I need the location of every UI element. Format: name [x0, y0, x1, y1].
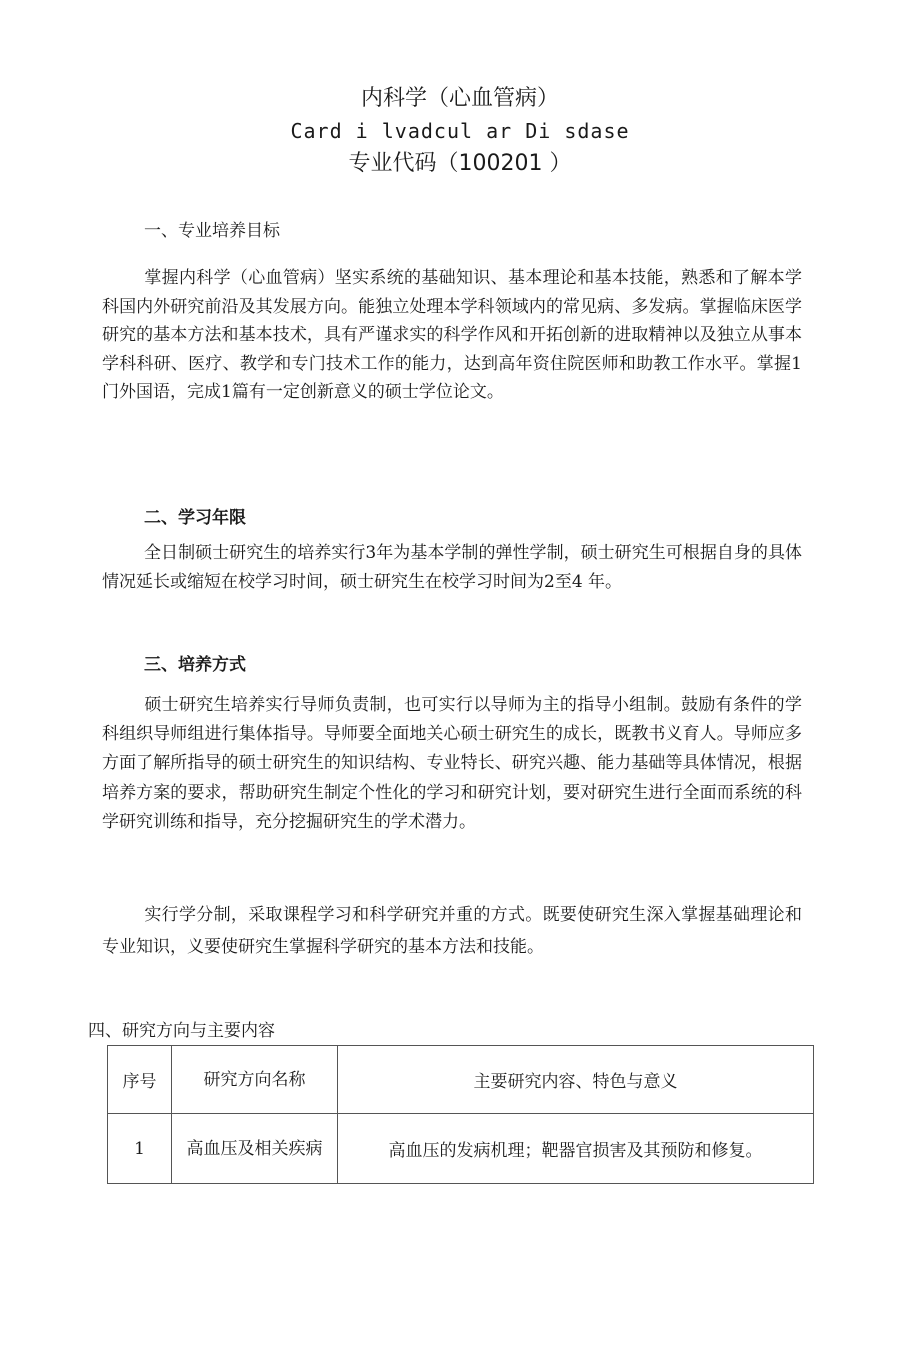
header-content: 主要研究内容、特色与意义: [338, 1046, 814, 1114]
title-block: [0, 84, 920, 180]
table-row: [108, 1114, 814, 1184]
section2-heading: 二、学习年限: [144, 508, 246, 528]
section3-text-2: 实行学分制，采取课程学习和科学研究并重的方式。既要使研究生深入掌握基础理论和专业知识，义要使研究生掌握科学研究的基本方法和技能。: [102, 905, 802, 957]
section3-paragraph-1: [102, 691, 802, 837]
section1-text: 掌握内科学（心血管病）坚实系统的基础知识、基本理论和基本技能，熟悉和了解本学科国内外研究前沿及其发展方向。能独立处理本学科领域内的常见病、多发病。掌握临床医学研究的基本方法和基本技术，具有严谨求实的科学作风和开拓创新的进取精神以及独立从事本学科科研、医疗、教学和专门技术工作的能力，达到高年资住院医师和助教工作水平。掌握1门外国语，完成1篇有一定创新意义的硕士学位论文。: [102, 268, 802, 403]
section2-paragraph: [102, 539, 802, 597]
title-chinese: 内科学（心血管病）: [360, 86, 559, 111]
section3-heading: 三、培养方式: [144, 655, 246, 675]
major-code: 专业代码（100201 ）: [348, 151, 572, 176]
cell-direction: 高血压及相关疾病: [172, 1114, 338, 1184]
section3-text-1: 硕士研究生培养实行导师负责制，也可实行以导师为主的指导小组制。鼓励有条件的学科组织导师组进行集体指导。导师要全面地关心硕士研究生的成长，既教书义育人。导师应多方面了解所指导的硕士研究生的知识结构、专业特长、研究兴趣、能力基础等具体情况，根据培养方案的要求，帮助研究生制定个性化的学习和研究计划，要对研究生进行全面而系统的科学研究训练和指导，充分挖掘研究生的学术潜力。: [102, 695, 802, 832]
header-index: 序号: [108, 1046, 172, 1114]
section1-paragraph: [102, 264, 802, 407]
section2-text: 全日制硕士研究生的培养实行3年为基本学制的弹性学制，硕士研究生可根据自身的具体情况延长或缩短在校学习时间，硕士研究生在校学习时间为2至4 年。: [102, 543, 802, 592]
section3-paragraph-2: [102, 899, 802, 963]
research-table: [107, 1045, 814, 1184]
section4-heading: 四、研究方向与主要内容: [88, 1021, 275, 1041]
header-direction: 研究方向名称: [172, 1046, 338, 1114]
section1-heading: 一、专业培养目标: [144, 221, 280, 241]
table-header-row: [108, 1046, 814, 1114]
cell-index: 1: [108, 1114, 172, 1184]
title-english: Card i lvadcul ar Di sdase: [290, 119, 630, 143]
cell-content: 高血压的发病机理；靶器官损害及其预防和修复。: [338, 1114, 814, 1184]
